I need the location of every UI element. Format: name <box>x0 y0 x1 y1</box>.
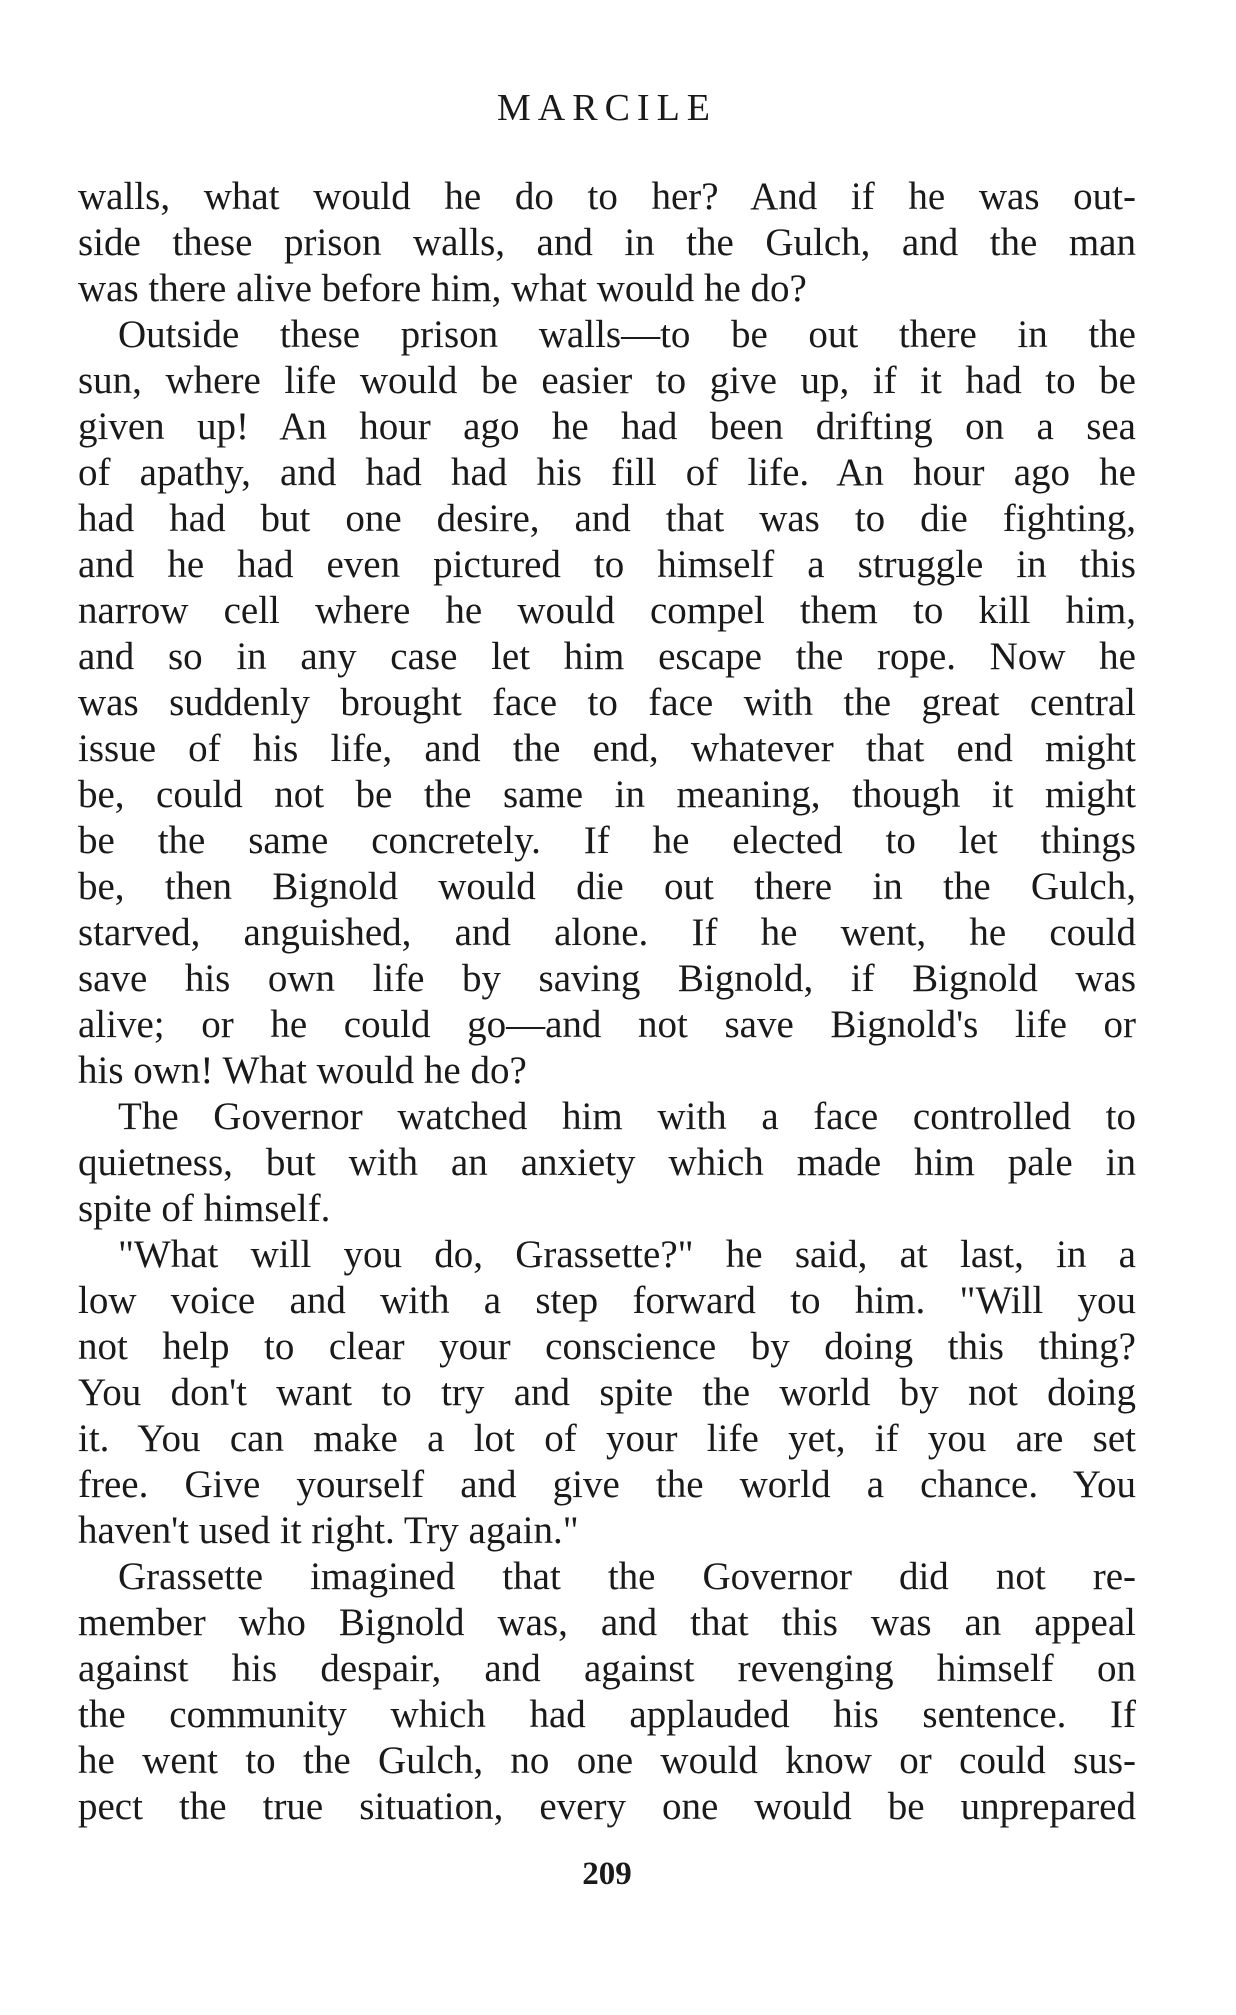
text-line: You don't want to try and spite the world by not doing <box>78 1371 1136 1414</box>
text-line: save his own life by saving Bignold, if Bignold was <box>78 957 1136 1000</box>
text-line: The Governor watched him with a face controlled to <box>118 1095 1136 1138</box>
text-line: spite of himself. <box>78 1187 331 1230</box>
text-line: had had but one desire, and that was to die fighting, <box>78 497 1136 540</box>
text-line: issue of his life, and the end, whatever that end might <box>78 727 1136 770</box>
text-line: alive; or he could go—and not save Bignold's life or <box>78 1003 1136 1046</box>
text-line: member who Bignold was, and that this was an appeal <box>78 1601 1136 1644</box>
running-head: MARCILE <box>497 87 717 129</box>
text-line: walls, what would he do to her? And if he was out- <box>78 175 1136 218</box>
text-line: pect the true situation, every one would be unprepared <box>78 1785 1136 1828</box>
text-line: low voice and with a step forward to him. "Will you <box>78 1279 1136 1322</box>
page-number: 209 <box>582 1856 632 1892</box>
text-line: starved, anguished, and alone. If he went, he could <box>78 911 1136 954</box>
text-line: it. You can make a lot of your life yet, if you are set <box>78 1417 1136 1460</box>
text-line: he went to the Gulch, no one would know or could sus- <box>78 1739 1136 1782</box>
book-page <box>78 0 1136 2015</box>
text-line: be, could not be the same in meaning, though it might <box>78 773 1136 816</box>
text-line: be, then Bignold would die out there in the Gulch, <box>78 865 1136 908</box>
text-line: be the same concretely. If he elected to let things <box>78 819 1136 862</box>
text-line: given up! An hour ago he had been drifting on a sea <box>78 405 1136 448</box>
text-line: was there alive before him, what would he do? <box>78 267 807 310</box>
text-line: "What will you do, Grassette?" he said, at last, in a <box>118 1233 1136 1276</box>
text-line: quietness, but with an anxiety which made him pale in <box>78 1141 1136 1184</box>
text-line: and he had even pictured to himself a struggle in this <box>78 543 1136 586</box>
text-line: sun, where life would be easier to give up, if it had to be <box>78 359 1136 402</box>
text-line: and so in any case let him escape the rope. Now he <box>78 635 1136 678</box>
text-line: free. Give yourself and give the world a chance. You <box>78 1463 1136 1506</box>
text-line: was suddenly brought face to face with the great central <box>78 681 1136 724</box>
text-line: haven't used it right. Try again." <box>78 1509 579 1552</box>
text-line: narrow cell where he would compel them to kill him, <box>78 589 1136 632</box>
text-line: Outside these prison walls—to be out there in the <box>118 313 1136 356</box>
text-line: Grassette imagined that the Governor did not re- <box>118 1555 1136 1598</box>
text-line: not help to clear your conscience by doing this thing? <box>78 1325 1136 1368</box>
body-text <box>78 174 1136 1830</box>
text-line: his own! What would he do? <box>78 1049 527 1092</box>
text-line: against his despair, and against revenging himself on <box>78 1647 1136 1690</box>
text-line: side these prison walls, and in the Gulch, and the man <box>78 221 1136 264</box>
text-line: of apathy, and had had his fill of life. An hour ago he <box>78 451 1136 494</box>
text-line: the community which had applauded his sentence. If <box>78 1693 1136 1736</box>
